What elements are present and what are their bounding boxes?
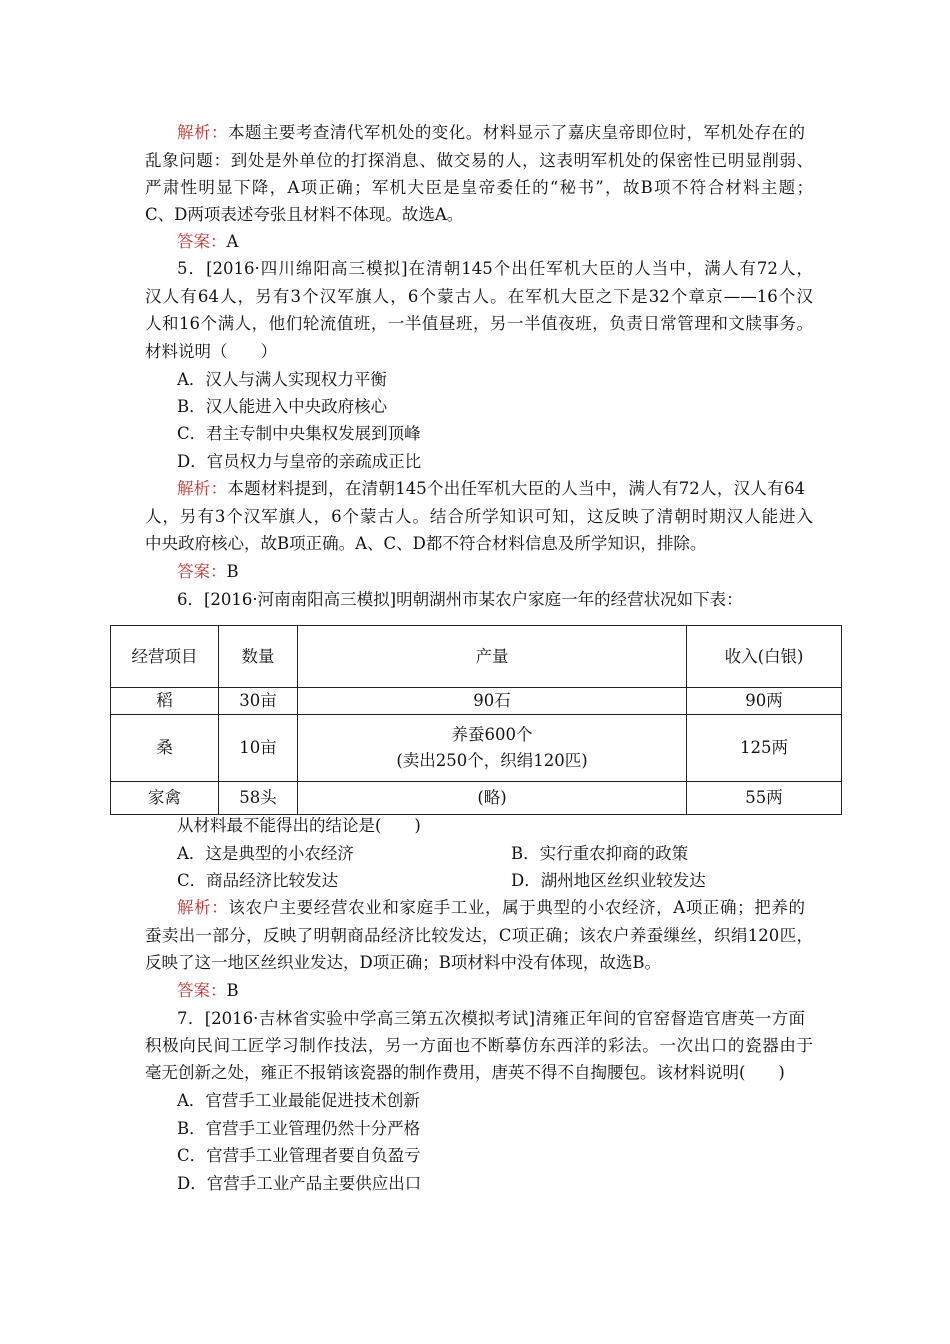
q5-stem-line-4: 材料说明（ ） — [145, 342, 277, 361]
q5-stem-line-2: 汉人有64人，另有3个汉军旗人，6个蒙古人。在军机大臣之下是32个章京——16个汉 — [145, 287, 813, 306]
table-cell: 90两 — [687, 688, 842, 715]
q5-answer — [177, 561, 239, 583]
answer-value: B — [226, 981, 239, 1000]
table-cell: 10亩 — [219, 715, 298, 782]
q4-analysis-line-2: 乱象问题：到处是外单位的打探消息、做交易的人，这表明军机处的保密性已明显削弱、 — [145, 151, 813, 170]
q6-table — [110, 625, 842, 815]
table-cell — [298, 715, 687, 782]
table-cell: 125两 — [687, 715, 842, 782]
q6-analysis-line-1: 解析：该农户主要经营农业和家庭手工业，属于典型的小农经济，A项正确；把养的 — [177, 898, 805, 917]
table-cell: 桑 — [111, 715, 219, 782]
analysis-label: 解析： — [177, 898, 229, 917]
q6-option-d: D．湖州地区丝织业较发达 — [511, 871, 706, 890]
table-header-row — [111, 626, 842, 688]
table-header: 收入(白银) — [687, 626, 842, 688]
table-cell-line: (卖出250个，织绢120匹) — [396, 751, 588, 770]
q6-option-c: C．商品经济比较发达 — [177, 871, 339, 890]
analysis-label: 解析： — [177, 479, 228, 498]
q7-stem-line-3: 毫无创新之处，雍正不报销该瓷器的制作费用，唐英不得不自掏腰包。该材料说明( ) — [145, 1063, 785, 1082]
answer-value: B — [226, 562, 239, 581]
q4-analysis-line-1: 解析：本题主要考查清代军机处的变化。材料显示了嘉庆皇帝即位时，军机处存在的 — [177, 123, 806, 142]
q4-analysis-line-3: 严肃性明显下降，A项正确；军机大臣是皇帝委任的“秘书”，故B项不符合材料主题； — [145, 178, 813, 197]
table-header: 产量 — [298, 626, 687, 688]
q4-answer — [177, 231, 238, 253]
q5-option-a: A．汉人与满人实现权力平衡 — [177, 370, 387, 389]
q6-option-a: A．这是典型的小农经济 — [177, 844, 354, 863]
q5-stem-line-3: 人和16个满人，他们轮流值班，一半值昼班，另一半值夜班，负责日常管理和文牍事务。 — [145, 314, 813, 333]
answer-label: 答案： — [177, 981, 227, 1000]
q5-option-b: B．汉人能进入中央政府核心 — [177, 397, 388, 416]
answer-label: 答案： — [177, 562, 227, 581]
answer-label: 答案： — [177, 232, 227, 251]
q5-stem-line-1: 5．[2016·四川绵阳高三模拟]在清朝145个出任军机大臣的人当中，满人有72人， — [177, 259, 813, 278]
q7-option-b: B．官营手工业管理仍然十分严格 — [177, 1119, 421, 1138]
table-header: 数量 — [219, 626, 298, 688]
table-cell-line: 养蚕600个 — [451, 725, 533, 744]
table-cell: 30亩 — [219, 688, 298, 715]
q6-answer — [177, 980, 239, 1002]
answer-value: A — [226, 232, 239, 251]
q7-option-c: C．官营手工业管理者要自负盈亏 — [177, 1146, 421, 1165]
q5-analysis-line-2: 人，另有3个汉军旗人，6个蒙古人。结合所学知识可知，这反映了清朝时期汉人能进入 — [145, 507, 813, 526]
table-row — [111, 688, 842, 715]
table-cell: 稻 — [111, 688, 219, 715]
q6-question: 从材料最不能得出的结论是( ) — [177, 816, 421, 835]
table-cell: 58头 — [219, 782, 298, 815]
analysis-label: 解析： — [177, 123, 228, 142]
table-cell: 家禽 — [111, 782, 219, 815]
q4-analysis-line-4: C、D两项表述夸张且材料不体现。故选A。 — [145, 205, 464, 224]
q5-option-d: D．官员权力与皇帝的亲疏成正比 — [177, 452, 422, 471]
q7-stem-line-2: 积极向民间工匠学习制作技法，另一方面也不断摹仿东西洋的彩法。一次出口的瓷器由于 — [145, 1036, 813, 1055]
q6-analysis-line-3: 反映了这一地区丝织业发达，D项正确；B项材料中没有体现，故选B。 — [145, 953, 661, 972]
table-row — [111, 715, 842, 782]
q6-stem: 6．[2016·河南南阳高三模拟]明朝湖州市某农户家庭一年的经营状况如下表： — [177, 590, 743, 609]
q5-analysis-line-1: 解析：本题材料提到，在清朝145个出任军机大臣的人当中，满人有72人，汉人有64 — [177, 479, 805, 498]
q5-option-c: C．君主专制中央集权发展到顶峰 — [177, 424, 421, 443]
q6-analysis-line-2: 蚕卖出一部分，反映了明朝商品经济比较发达，C项正确；该农户养蚕缫丝，织绢120匹， — [145, 926, 813, 945]
q5-analysis-line-3: 中央政府核心，故B项正确。A、C、D都不符合材料信息及所学知识，排除。 — [145, 534, 707, 553]
q7-option-d: D．官营手工业产品主要供应出口 — [177, 1174, 422, 1193]
table-cell: (略) — [298, 782, 687, 815]
table-cell: 55两 — [687, 782, 842, 815]
table-cell: 90石 — [298, 688, 687, 715]
q7-stem-line-1: 7．[2016·吉林省实验中学高三第五次模拟考试]清雍正年间的官窑督造官唐英一方面 — [177, 1009, 805, 1028]
table-header: 经营项目 — [111, 626, 219, 688]
q7-option-a: A．官营手工业最能促进技术创新 — [177, 1091, 420, 1110]
table-row — [111, 782, 842, 815]
q6-option-b: B．实行重农抑商的政策 — [511, 844, 689, 863]
